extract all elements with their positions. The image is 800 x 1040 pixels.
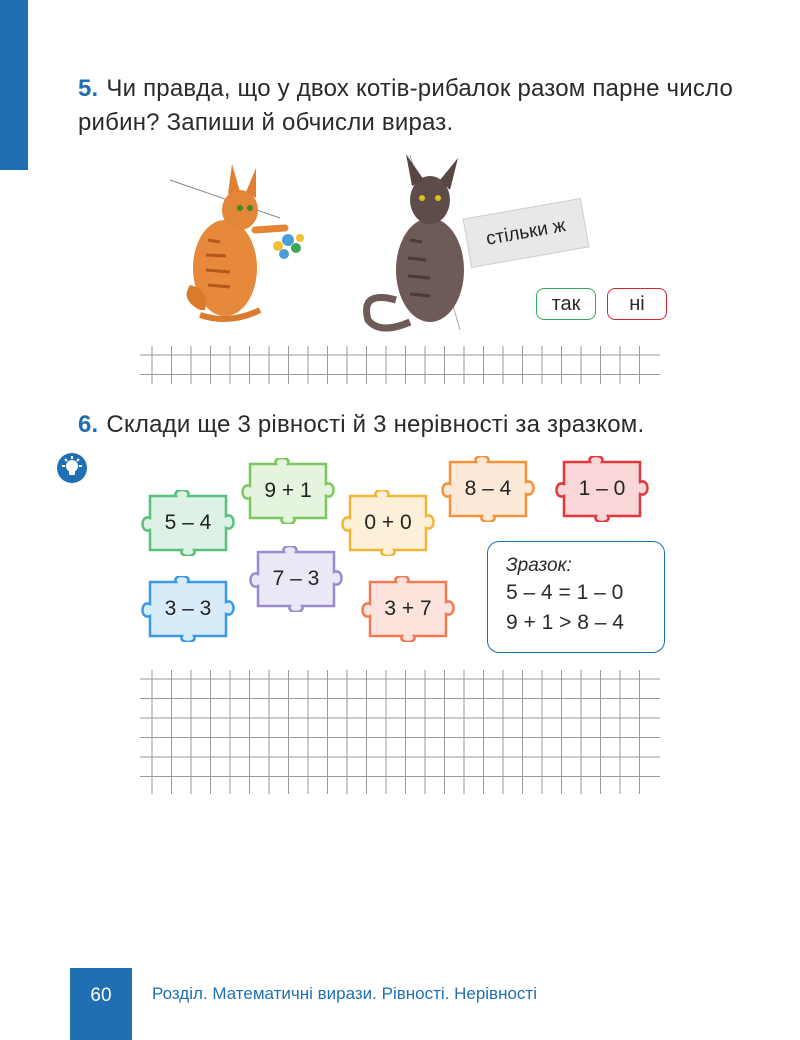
puzzle-label: 5 – 4 <box>164 511 212 534</box>
task-5-text: Чи правда, що у двох котів-рибалок разом парне число рибин? Запиши й обчисли вираз. <box>78 75 734 136</box>
puzzle-label: 1 – 0 <box>578 477 626 500</box>
task-5-number: 5. <box>78 75 99 102</box>
answer-grid-task-6[interactable] <box>140 670 660 794</box>
answer-grid-task-5[interactable] <box>140 346 660 384</box>
puzzle-piece[interactable] <box>338 490 438 556</box>
sample-box <box>487 541 665 653</box>
sign-paper <box>463 198 590 268</box>
puzzle-piece[interactable] <box>246 546 346 612</box>
puzzle-piece[interactable] <box>238 458 338 524</box>
puzzle-label: 3 – 3 <box>164 597 212 620</box>
task-5 <box>78 72 758 140</box>
answer-no-button[interactable]: ні <box>607 288 667 320</box>
puzzle-label: 7 – 3 <box>272 567 320 590</box>
chapter-title: Розділ. Математичні вирази. Рівності. Нерівності <box>152 984 537 1003</box>
puzzle-label: 0 + 0 <box>364 511 412 534</box>
orange-cat-image <box>187 164 285 319</box>
sample-inequality: 9 + 1 > 8 – 4 <box>506 611 624 634</box>
sample-equality: 5 – 4 = 1 – 0 <box>506 581 624 604</box>
gray-cat-image <box>367 154 464 328</box>
puzzle-label: 8 – 4 <box>464 477 512 500</box>
sample-title: Зразок: <box>506 555 572 576</box>
task-6-text: Склади ще 3 рівності й 3 нерівності за зразком. <box>106 411 645 438</box>
puzzle-piece[interactable] <box>138 576 238 642</box>
puzzle-piece[interactable] <box>552 456 652 522</box>
sign-text: стільки ж <box>484 215 568 250</box>
answer-yes-button[interactable]: так <box>536 288 596 320</box>
fish-bunch-image <box>273 234 304 259</box>
puzzle-label: 3 + 7 <box>384 597 432 620</box>
puzzle-piece[interactable] <box>138 490 238 556</box>
lightbulb-hint-icon <box>56 452 88 484</box>
puzzle-label: 9 + 1 <box>264 479 312 502</box>
cats-illustration <box>160 150 480 340</box>
task-6-number: 6. <box>78 411 99 438</box>
puzzle-piece[interactable] <box>358 576 458 642</box>
page-number: 60 <box>90 985 112 1006</box>
task-6 <box>78 408 758 442</box>
chapter-edge-tab <box>0 0 28 170</box>
puzzle-piece[interactable] <box>438 456 538 522</box>
